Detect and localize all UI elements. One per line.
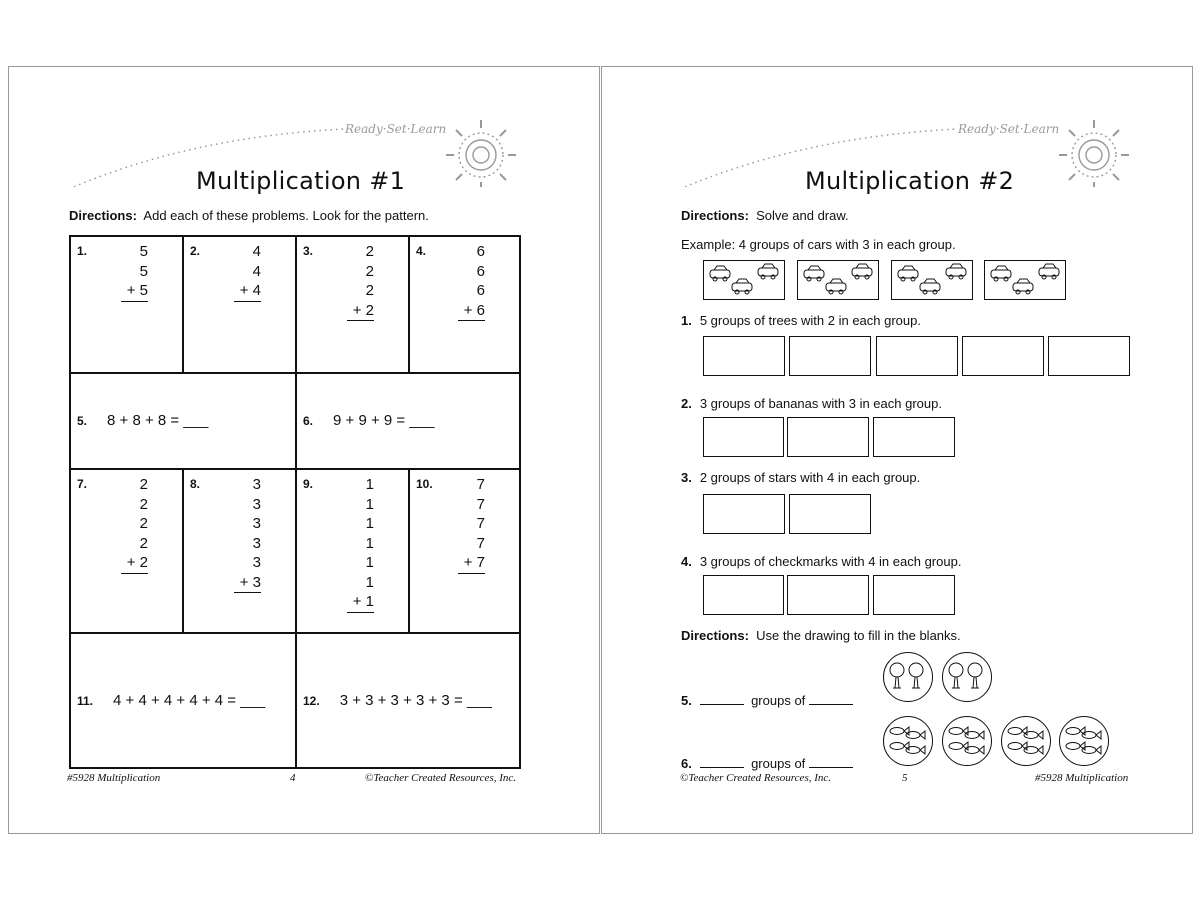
fish-group-circle	[883, 716, 933, 766]
car-icon	[826, 279, 846, 294]
answer-blank[interactable]	[700, 694, 744, 705]
footer-series: #5928 Multiplication	[1035, 772, 1129, 784]
addend: 1	[365, 554, 374, 571]
addend: 5	[139, 243, 148, 260]
addend: 1	[365, 534, 374, 552]
example-group-box	[984, 260, 1066, 300]
directions-label: Directions:	[681, 628, 749, 643]
question-number: 6.	[681, 756, 692, 771]
sun-icon	[446, 120, 516, 187]
drawing-box[interactable]	[787, 417, 869, 457]
question-number: 4.	[681, 554, 692, 569]
tree-group-circle	[883, 652, 933, 702]
addend: 3	[252, 515, 261, 532]
final-addend: + 5	[121, 281, 148, 302]
horizontal-addition	[77, 692, 265, 709]
directions-text: Solve and draw.	[756, 208, 849, 223]
problem-number: 1.	[77, 244, 88, 258]
directions-label: Directions:	[681, 208, 749, 223]
tree-icon-pair	[884, 653, 931, 700]
fish-icon-group	[884, 717, 931, 764]
addend: 2	[365, 243, 374, 260]
final-addend: + 2	[121, 553, 148, 574]
question	[681, 396, 942, 411]
final-addend: + 1	[347, 592, 374, 613]
tree-group-circle	[942, 652, 992, 702]
addend: 3	[252, 554, 261, 571]
car-icon	[710, 266, 730, 281]
question	[681, 313, 921, 328]
addend: 7	[476, 476, 485, 493]
car-icon	[920, 279, 940, 294]
problem-number: 10.	[416, 477, 433, 491]
addend: 7	[476, 534, 485, 552]
right-page	[601, 66, 1193, 834]
addend: 2	[365, 282, 374, 299]
problem-cell	[297, 634, 519, 767]
fill-in-question	[681, 756, 853, 771]
car-group	[798, 261, 878, 299]
vertical-addition	[234, 475, 261, 593]
car-group	[892, 261, 972, 299]
example-text: Example: 4 groups of cars with 3 in each group.	[681, 237, 956, 252]
question-number: 3.	[681, 470, 692, 485]
drawing-box[interactable]	[703, 417, 784, 457]
addition-expression: 3 + 3 + 3 + 3 + 3 = ___	[339, 692, 492, 709]
question	[681, 470, 920, 485]
addend: 1	[365, 476, 374, 493]
addend: 3	[252, 476, 261, 493]
footer-page-number: 5	[902, 772, 908, 784]
page-title: Multiplication #1	[196, 167, 406, 195]
brand-text: Ready·Set·Learn	[345, 122, 447, 136]
horizontal-addition	[303, 412, 434, 429]
problem-cell	[410, 470, 519, 634]
question-text: 3 groups of checkmarks with 4 in each group.	[699, 554, 962, 569]
example-group-box	[891, 260, 973, 300]
question-text: 2 groups of stars with 4 in each group.	[699, 470, 921, 485]
car-icon	[1039, 264, 1059, 279]
fill-text: groups of	[751, 693, 806, 708]
drawing-box[interactable]	[789, 336, 871, 376]
problem-cell	[184, 470, 297, 634]
problem-number: 8.	[190, 477, 201, 491]
car-icon	[852, 264, 872, 279]
car-icon	[1013, 279, 1033, 294]
problem-cell	[297, 374, 519, 470]
drawing-box[interactable]	[703, 336, 785, 376]
drawing-box[interactable]	[873, 417, 955, 457]
horizontal-addition	[77, 412, 208, 429]
problem-cell	[297, 237, 410, 374]
problem-cell	[184, 237, 297, 374]
fish-icon-group	[1060, 717, 1107, 764]
addend: 6	[476, 243, 485, 260]
problem-cell	[71, 634, 297, 767]
addition-expression: 4 + 4 + 4 + 4 + 4 = ___	[113, 692, 266, 709]
vertical-addition	[347, 475, 374, 613]
fill-in-question	[681, 693, 853, 708]
drawing-box[interactable]	[787, 575, 869, 615]
addend: 7	[476, 495, 485, 513]
directions-text: Use the drawing to fill in the blanks.	[756, 628, 961, 643]
problem-cell	[71, 374, 297, 470]
addition-expression: 8 + 8 + 8 = ___	[107, 412, 209, 429]
fish-group-circle	[1059, 716, 1109, 766]
addend: 2	[139, 476, 148, 493]
problem-number: 2.	[190, 244, 201, 258]
tree-icon	[909, 663, 923, 688]
footer-page-number: 4	[290, 772, 296, 784]
problem-number: 12.	[303, 694, 320, 708]
car-icon	[758, 264, 778, 279]
drawing-box[interactable]	[962, 336, 1044, 376]
fish-group-circle	[942, 716, 992, 766]
answer-blank[interactable]	[700, 757, 744, 768]
sun-icon	[1059, 120, 1129, 187]
car-icon	[991, 266, 1011, 281]
drawing-box[interactable]	[703, 575, 784, 615]
answer-blank[interactable]	[809, 757, 853, 768]
page-title: Multiplication #2	[805, 167, 1015, 195]
addend: 6	[476, 282, 485, 299]
question-number: 5.	[681, 693, 692, 708]
addition-expression: 9 + 9 + 9 = ___	[333, 412, 435, 429]
problem-cell	[297, 470, 410, 634]
fill-text: groups of	[751, 756, 806, 771]
problem-number: 4.	[416, 244, 427, 258]
addend: 2	[365, 262, 374, 280]
addend: 7	[476, 515, 485, 532]
vertical-addition	[234, 242, 261, 302]
problem-number: 7.	[77, 477, 88, 491]
addend: 1	[365, 573, 374, 591]
final-addend: + 2	[347, 301, 374, 322]
problem-cell	[71, 237, 184, 374]
horizontal-addition	[303, 692, 492, 709]
question	[681, 554, 961, 569]
addend: 4	[252, 262, 261, 280]
drawing-box[interactable]	[1048, 336, 1130, 376]
final-addend: + 3	[234, 573, 261, 594]
drawing-box[interactable]	[789, 494, 871, 534]
directions-text: Add each of these problems. Look for the pattern.	[143, 208, 429, 223]
problem-number: 6.	[303, 414, 314, 428]
problem-grid	[69, 235, 521, 769]
question-number: 1.	[681, 313, 692, 328]
final-addend: + 7	[458, 553, 485, 574]
question-text: 3 groups of bananas with 3 in each group.	[699, 396, 942, 411]
addend: 1	[365, 515, 374, 532]
problem-cell	[71, 470, 184, 634]
problem-number: 9.	[303, 477, 314, 491]
answer-blank[interactable]	[809, 694, 853, 705]
drawing-box[interactable]	[873, 575, 955, 615]
addend: 3	[252, 495, 261, 513]
fish-icon-group	[943, 717, 990, 764]
addend: 2	[139, 534, 148, 552]
tree-icon	[949, 663, 963, 688]
example-group-box	[797, 260, 879, 300]
left-page	[8, 66, 600, 834]
tree-icon-pair	[943, 653, 990, 700]
car-icon	[946, 264, 966, 279]
question-text: 5 groups of trees with 2 in each group.	[699, 313, 921, 328]
problem-number: 5.	[77, 414, 88, 428]
fish-group-circle	[1001, 716, 1051, 766]
final-addend: + 6	[458, 301, 485, 322]
directions-label: Directions:	[69, 208, 137, 223]
vertical-addition	[458, 242, 485, 321]
footer-copyright: ©Teacher Created Resources, Inc.	[365, 772, 517, 784]
directions-2	[681, 628, 961, 643]
car-group	[985, 261, 1065, 299]
final-addend: + 4	[234, 281, 261, 302]
addend: 2	[139, 515, 148, 532]
car-icon	[732, 279, 752, 294]
drawing-box[interactable]	[876, 336, 958, 376]
car-icon	[804, 266, 824, 281]
problem-cell	[410, 237, 519, 374]
vertical-addition	[458, 475, 485, 574]
car-group	[704, 261, 784, 299]
footer-series: #5928 Multiplication	[67, 772, 161, 784]
vertical-addition	[347, 242, 374, 321]
tree-icon	[968, 663, 982, 688]
addend: 2	[139, 495, 148, 513]
addend: 3	[252, 534, 261, 552]
car-icon	[898, 266, 918, 281]
addend: 5	[139, 262, 148, 280]
vertical-addition	[121, 475, 148, 574]
addend: 6	[476, 262, 485, 280]
problem-number: 11.	[77, 694, 94, 708]
example-group-box	[703, 260, 785, 300]
vertical-addition	[121, 242, 148, 302]
fish-icon-group	[1002, 717, 1049, 764]
directions	[681, 208, 849, 223]
problem-number: 3.	[303, 244, 314, 258]
addend: 4	[252, 243, 261, 260]
question-number: 2.	[681, 396, 692, 411]
tree-icon	[890, 663, 904, 688]
brand-text: Ready·Set·Learn	[958, 122, 1060, 136]
drawing-box[interactable]	[703, 494, 785, 534]
directions	[69, 208, 429, 223]
footer-copyright: ©Teacher Created Resources, Inc.	[680, 772, 832, 784]
addend: 1	[365, 495, 374, 513]
